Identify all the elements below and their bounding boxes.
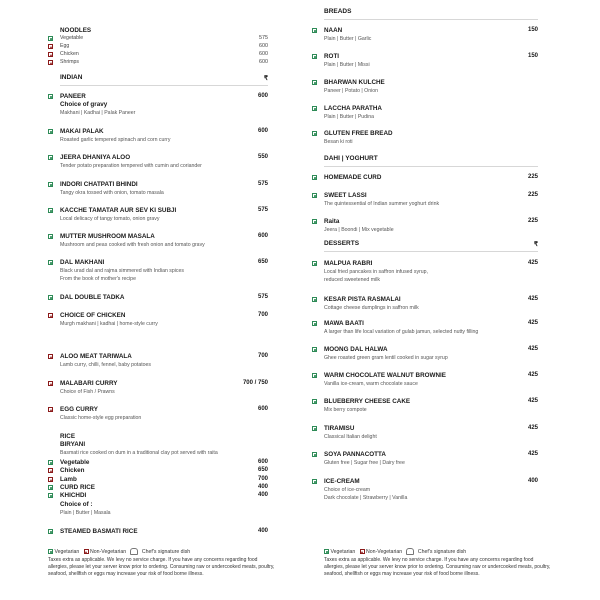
bharwan-kulche-desc: Paneer | Potato | Onion xyxy=(324,88,379,94)
non-veg-icon xyxy=(48,381,53,386)
veg-icon xyxy=(312,347,317,352)
price-soya-pannacotta: 425 xyxy=(527,451,538,457)
ice-cream-desc-2: Dark chocolate | Strawberry | Vanilla xyxy=(324,495,408,501)
price-raita: 225 xyxy=(527,218,538,224)
dal-makhani-desc-2: From the book of mother's recipe xyxy=(60,276,136,282)
veg-icon xyxy=(312,54,317,59)
veg-icon xyxy=(48,129,53,134)
dal-makhani-desc: Black urad dal and rajma simmered with Indian spices xyxy=(60,268,184,274)
chef-hat-icon xyxy=(130,548,138,555)
biryani-chicken: Chicken xyxy=(60,467,85,474)
veg-icon xyxy=(48,529,53,534)
price-egg-curry: 600 xyxy=(257,406,268,412)
price-mutter-mushroom: 600 xyxy=(257,233,268,239)
dish-tiramisu: TIRAMISU xyxy=(324,425,355,432)
legend xyxy=(324,548,466,555)
veg-icon xyxy=(312,426,317,431)
dish-homemade-curd: HOMEMADE CURD xyxy=(324,174,382,181)
veg-icon xyxy=(312,106,317,111)
non-veg-icon xyxy=(48,44,53,49)
dish-sweet-lassi: SWEET LASSI xyxy=(324,192,367,199)
price-malabari-curry: 700 / 750 xyxy=(242,380,268,386)
paneer-choice: Choice of gravy xyxy=(60,101,108,108)
veg-icon xyxy=(48,549,53,554)
choice-of-chicken-desc: Murgh makhani | kadhai | home-style curry xyxy=(60,321,158,327)
dish-moong-dal-halwa: MOONG DAL HALWA xyxy=(324,346,388,353)
dish-roti: ROTI xyxy=(324,53,340,60)
price-dal-makhani: 650 xyxy=(257,259,268,265)
price-choice-of-chicken: 700 xyxy=(257,312,268,318)
non-veg-icon xyxy=(48,468,53,473)
dish-soya-pannacotta: SOYA PANNACOTTA xyxy=(324,451,386,458)
chef-hat-icon xyxy=(406,548,414,555)
price-ice-cream: 400 xyxy=(527,478,538,484)
non-veg-icon xyxy=(48,52,53,57)
price-sweet-lassi: 225 xyxy=(527,192,538,198)
non-veg-icon xyxy=(84,549,89,554)
price-makai-palak: 600 xyxy=(257,128,268,134)
non-veg-icon xyxy=(48,477,53,482)
malpua-rabri-desc-2: reduced sweetened milk xyxy=(324,277,380,283)
price-roti: 150 xyxy=(527,53,538,59)
dish-mawa-baati: MAWA BAATI xyxy=(324,320,364,327)
malabari-curry-desc: Choice of Fish / Prawns xyxy=(60,389,115,395)
dish-khichdi: KHICHDI xyxy=(60,492,87,499)
biryani-lamb: Lamb xyxy=(60,476,77,483)
noodles-price-egg: 600 xyxy=(259,43,268,49)
price-curd-rice: 400 xyxy=(257,484,268,490)
biryani-vegetable: Vegetable xyxy=(60,459,90,466)
price-biryani-vegetable: 600 xyxy=(257,459,268,465)
dish-paneer: PANEER xyxy=(60,93,86,100)
veg-icon xyxy=(48,234,53,239)
veg-icon xyxy=(48,155,53,160)
veg-icon xyxy=(312,399,317,404)
dish-kacche-tamatar: KACCHE TAMATAR AUR SEV KI SUBJI xyxy=(60,207,177,214)
blueberry-cheese-cake-desc: Mix berry compote xyxy=(324,407,367,413)
dish-gluten-free-bread: GLUTEN FREE BREAD xyxy=(324,130,393,137)
price-moong-dal-halwa: 425 xyxy=(527,346,538,352)
price-mawa-baati: 425 xyxy=(527,320,538,326)
legend xyxy=(48,548,190,555)
noodles-price-shrimps: 600 xyxy=(259,59,268,65)
non-veg-icon xyxy=(48,313,53,318)
non-veg-icon xyxy=(48,354,53,359)
veg-icon xyxy=(312,80,317,85)
price-kacche-tamatar: 575 xyxy=(257,207,268,213)
paneer-desc: Makhani | Kadhai | Palak Paneer xyxy=(60,110,136,116)
dahi-heading: DAHI | YOGHURT xyxy=(324,155,378,162)
dish-egg-curry: EGG CURRY xyxy=(60,406,98,413)
naan-desc: Plain | Butter | Garlic xyxy=(324,36,372,42)
legend-chef: Chef's signature dish xyxy=(141,548,191,555)
veg-icon xyxy=(48,36,53,41)
dish-raita: Raita xyxy=(324,218,340,225)
currency-symbol: ₹ xyxy=(263,75,268,82)
laccha-paratha-desc: Plain | Butter | Pudina xyxy=(324,114,374,120)
kesar-pista-rasmalai-desc: Cottage cheese dumplings in saffron milk xyxy=(324,305,419,311)
khichdi-options: Plain | Butter | Masala xyxy=(60,510,111,516)
dish-makai-palak: MAKAI PALAK xyxy=(60,128,104,135)
dish-warm-chocolate-walnut-brownie: WARM CHOCOLATE WALNUT BROWNIE xyxy=(324,372,446,379)
veg-icon xyxy=(312,219,317,224)
price-malpua-rabri: 425 xyxy=(527,260,538,266)
disclaimer-note: Taxes extra as applicable. We levy no service charge. If you have any concerns regarding food allergies, please let your server know prior to ordering. Consuming raw or undercooked meats, poultry, seafood, shellfish or eggs may increase your risk of food borne illness. xyxy=(48,557,275,577)
warm-chocolate-walnut-brownie-desc: Vanilla ice-cream, warm chocolate sauce xyxy=(324,381,418,387)
non-veg-icon xyxy=(48,60,53,65)
dish-laccha-paratha: LACCHA PARATHA xyxy=(324,105,382,112)
aloo-meat-tariwala-desc: Lamb curry, chilli, fennel, baby potatoes xyxy=(60,362,152,368)
dish-aloo-meat-tariwala: ALOO MEAT TARIWALA xyxy=(60,353,132,360)
legend-veg: Vegetarian xyxy=(330,548,356,555)
desserts-section-header xyxy=(324,240,538,252)
legend-chef: Chef's signature dish xyxy=(417,548,467,555)
veg-icon xyxy=(48,493,53,498)
dish-choice-of-chicken: CHOICE OF CHICKEN xyxy=(60,312,126,319)
breads-heading: BREADS xyxy=(324,8,352,15)
indian-section-header xyxy=(60,74,268,86)
non-veg-icon xyxy=(360,549,365,554)
price-warm-chocolate-walnut-brownie: 425 xyxy=(527,372,538,378)
makai-palak-desc: Roasted garlic tempered spinach and corn curry xyxy=(60,137,171,143)
noodles-price-vegetable: 575 xyxy=(259,35,268,41)
mutter-mushroom-desc: Mushroom and peas cooked with fresh onion and tomato gravy xyxy=(60,242,205,248)
dish-steamed-basmati-rice: STEAMED BASMATI RICE xyxy=(60,528,138,535)
veg-icon xyxy=(48,94,53,99)
dahi-section-header xyxy=(324,155,538,167)
price-biryani-chicken: 650 xyxy=(257,467,268,473)
veg-icon xyxy=(312,175,317,180)
kacche-tamatar-desc: Local delicacy of tangy tomato, onion gravy xyxy=(60,216,160,222)
price-jeera-dhaniya-aloo: 550 xyxy=(257,154,268,160)
veg-icon xyxy=(312,28,317,33)
veg-icon xyxy=(48,182,53,187)
price-blueberry-cheese-cake: 425 xyxy=(527,398,538,404)
ice-cream-desc: Choice of ice-cream xyxy=(324,487,371,493)
veg-icon xyxy=(312,297,317,302)
rice-heading: RICE xyxy=(60,433,76,440)
dish-malpua-rabri: MALPUA RABRI xyxy=(324,260,373,267)
mawa-baati-desc: A larger than life local variation of gulab jamun, selected nutty filling xyxy=(324,329,479,335)
veg-icon xyxy=(48,260,53,265)
dish-mutter-mushroom: MUTTER MUSHROOM MASALA xyxy=(60,233,155,240)
price-khichdi: 400 xyxy=(257,492,268,498)
sweet-lassi-desc: The quintessential of Indian summer yoghurt drink xyxy=(324,201,440,207)
dish-kesar-pista-rasmalai: KESAR PISTA RASMALAI xyxy=(324,296,401,303)
noodles-item-vegetable: Vegetable xyxy=(60,35,84,41)
jeera-dhaniya-aloo-desc: Tender potato preparation tempered with cumin and coriander xyxy=(60,163,202,169)
indian-heading: INDIAN xyxy=(60,74,83,81)
breads-section-header xyxy=(324,8,538,20)
dish-curd-rice: CURD RICE xyxy=(60,484,95,491)
veg-icon xyxy=(48,485,53,490)
malpua-rabri-desc: Local fried pancakes in saffron infused syrup, xyxy=(324,269,429,275)
dish-blueberry-cheese-cake: BLUEBERRY CHEESE CAKE xyxy=(324,398,411,405)
disclaimer-note: Taxes extra as applicable. We levy no service charge. If you have any concerns regarding food allergies, please let your server know prior to ordering. Consuming raw or undercooked meats, poultry, seafood, shellfish or eggs may increase your risk of food borne illness. xyxy=(324,557,551,577)
roti-desc: Plain | Butter | Missi xyxy=(324,62,370,68)
dish-malabari-curry: MALABARI CURRY xyxy=(60,380,118,387)
veg-icon xyxy=(48,295,53,300)
currency-symbol: ₹ xyxy=(533,241,538,248)
price-tiramisu: 425 xyxy=(527,425,538,431)
khichdi-choice: Choice of : xyxy=(60,501,93,508)
dish-jeera-dhaniya-aloo: JEERA DHANIYA ALOO xyxy=(60,154,131,161)
biryani-heading: BIRYANI xyxy=(60,441,86,448)
price-biryani-lamb: 700 xyxy=(257,476,268,482)
price-dal-double-tadka: 575 xyxy=(257,294,268,300)
dish-dal-double-tadka: DAL DOUBLE TADKA xyxy=(60,294,125,301)
veg-icon xyxy=(312,261,317,266)
price-naan: 150 xyxy=(527,27,538,33)
price-homemade-curd: 225 xyxy=(527,174,538,180)
legend-nonveg: Non-Vegetarian xyxy=(366,548,403,555)
non-veg-icon xyxy=(48,407,53,412)
legend-veg: Vegetarian xyxy=(54,548,80,555)
egg-curry-desc: Classic home-style egg preparation xyxy=(60,415,142,421)
raita-desc: Jeera | Boondi | Mix vegetable xyxy=(324,227,394,233)
dish-naan: NAAN xyxy=(324,27,343,34)
dish-indori-chatpati-bhindi: INDORI CHATPATI BHINDI xyxy=(60,181,138,188)
veg-icon xyxy=(312,193,317,198)
veg-icon xyxy=(48,460,53,465)
tiramisu-desc: Classical Italian delight xyxy=(324,434,377,440)
biryani-desc: Basmati rice cooked on dum in a traditional clay pot served with raita xyxy=(60,450,218,456)
dish-ice-cream: ICE-CREAM xyxy=(324,478,360,485)
price-indori-chatpati-bhindi: 575 xyxy=(257,181,268,187)
veg-icon xyxy=(312,321,317,326)
desserts-heading: DESSERTS xyxy=(324,240,360,247)
gluten-free-bread-desc: Besan ki roti xyxy=(324,139,353,145)
legend-nonveg: Non-Vegetarian xyxy=(90,548,127,555)
noodles-heading: NOODLES xyxy=(60,27,92,34)
moong-dal-halwa-desc: Ghee roasted green gram lentil cooked in sugar syrup xyxy=(324,355,448,361)
veg-icon xyxy=(312,452,317,457)
noodles-item-egg: Egg xyxy=(60,43,70,49)
noodles-item-chicken: Chicken xyxy=(60,51,79,57)
veg-icon xyxy=(48,208,53,213)
indori-chatpati-bhindi-desc: Tangy okra tossed with onion, tomato masala xyxy=(60,190,164,196)
dish-bharwan-kulche: BHARWAN KULCHE xyxy=(324,79,385,86)
veg-icon xyxy=(324,549,329,554)
dish-dal-makhani: DAL MAKHANI xyxy=(60,259,105,266)
price-paneer: 600 xyxy=(257,93,268,99)
noodles-price-chicken: 600 xyxy=(259,51,268,57)
soya-pannacotta-desc: Gluten free | Sugar free | Dairy free xyxy=(324,460,405,466)
veg-icon xyxy=(312,479,317,484)
price-kesar-pista-rasmalai: 425 xyxy=(527,296,538,302)
price-steamed-basmati-rice: 400 xyxy=(257,528,268,534)
noodles-item-shrimps: Shrimps xyxy=(60,59,80,65)
price-aloo-meat-tariwala: 700 xyxy=(257,353,268,359)
veg-icon xyxy=(312,131,317,136)
veg-icon xyxy=(312,373,317,378)
